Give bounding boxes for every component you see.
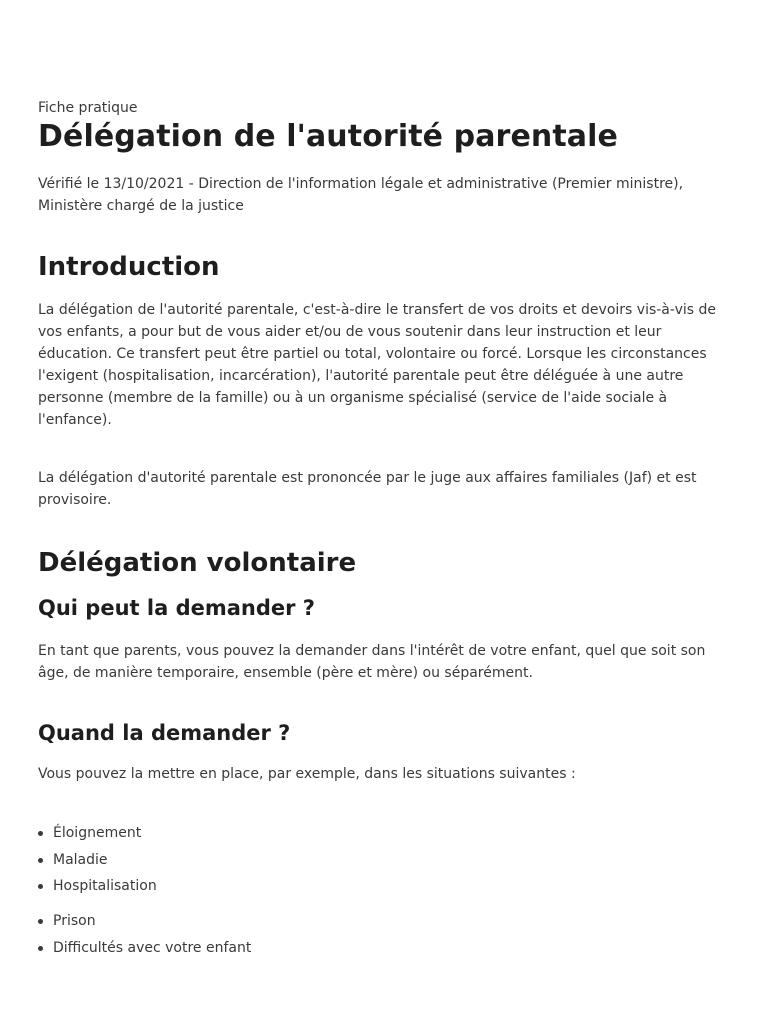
document-type-label: Fiche pratique — [38, 100, 138, 116]
quand-paragraph: Vous pouvez la mettre en place, par exemple, dans les situations suivantes : — [38, 766, 576, 782]
page-title: Délégation de l'autorité parentale — [38, 119, 618, 154]
intro-paragraph-1: La délégation de l'autorité parentale, c'est-à-dire le transfert de vos droits et devoirs vis-à-vis de vos enfants, a pour but de vous aider et/ou de vous soutenir dans leur instruction et leur éducation. Ce transfert peut être partiel ou total, volontaire ou forcé. Lorsque les circonstances l'exigent (hospitalisation, incarcération), l'autorité parentale peut être déléguée à une autre personne (membre de la famille) ou à un organisme spécialisé (service de l'aide sociale à l'enfance). — [38, 302, 716, 428]
bullet-icon — [38, 919, 43, 924]
intro-paragraph-2: La délégation d'autorité parentale est prononcée par le juge aux affaires familiales (Jaf) et est provisoire. — [38, 470, 697, 508]
situations-list — [38, 820, 157, 900]
bullet-icon — [38, 884, 43, 889]
list-item: Prison — [38, 908, 251, 935]
list-item: Hospitalisation — [38, 873, 157, 900]
list-item: Difficultés avec votre enfant — [38, 935, 251, 962]
subsection-heading-quand: Quand la demander ? — [38, 721, 291, 745]
list-item: Maladie — [38, 847, 157, 874]
bullet-icon — [38, 831, 43, 836]
list-item: Éloignement — [38, 820, 157, 847]
subsection-heading-qui: Qui peut la demander ? — [38, 596, 315, 620]
verification-note: Vérifié le 13/10/2021 - Direction de l'information légale et administrative (Premier ministre), Ministère chargé de la justice — [38, 176, 684, 214]
section-heading-introduction: Introduction — [38, 252, 220, 282]
bullet-icon — [38, 858, 43, 863]
bullet-icon — [38, 946, 43, 951]
section-heading-delegation-volontaire: Délégation volontaire — [38, 548, 357, 578]
situations-list-continued — [38, 908, 251, 961]
qui-paragraph: En tant que parents, vous pouvez la demander dans l'intérêt de votre enfant, quel que soit son âge, de manière temporaire, ensemble (père et mère) ou séparément. — [38, 643, 706, 681]
